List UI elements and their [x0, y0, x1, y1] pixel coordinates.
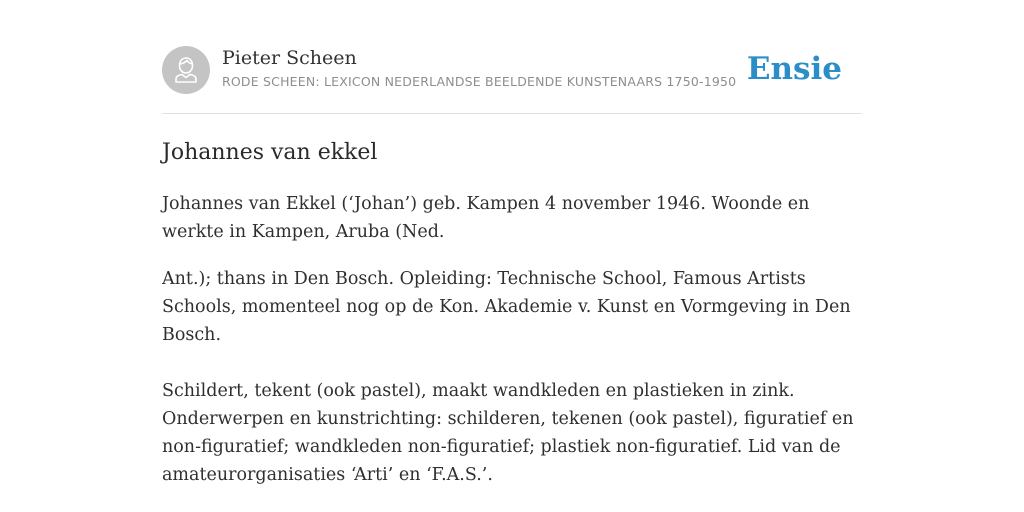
user-silhouette-icon — [162, 46, 210, 94]
paragraph-1: Johannes van Ekkel (‘Johan’) geb. Kampen 4 november 1946. Woonde en werkte in Kampen, Aruba (Ned. — [162, 194, 810, 242]
paragraph-3: Schildert, tekent (ook pastel), maakt wandkleden en plastieken in zink. Onderwerpen en kunstrichting: schilderen, tekenen (ook pastel), figuratief en non-figuratief; wandkleden non-figuratief; plastiek non-figuratief. Lid van de amateurorganisaties ‘Arti’ en ‘F.A.S.’. — [162, 381, 854, 485]
author-name[interactable]: Pieter Scheen — [222, 47, 357, 69]
source-title[interactable]: RODE SCHEEN: LEXICON NEDERLANDSE BEELDENDE KUNSTENAARS 1750-1950 — [222, 74, 737, 89]
article-title: Johannes van ekkel — [162, 140, 378, 165]
header-divider — [162, 113, 862, 114]
author-avatar[interactable] — [162, 46, 210, 94]
article-body — [162, 190, 862, 489]
article-header — [162, 46, 862, 96]
article-card — [162, 46, 862, 485]
paragraph-2: Ant.); thans in Den Bosch. Opleiding: Technische School, Famous Artists Schools, momenteel nog op de Kon. Akademie v. Kunst en Vormgeving in Den Bosch. — [162, 269, 851, 345]
ensie-logo[interactable]: Ensie — [746, 51, 842, 87]
